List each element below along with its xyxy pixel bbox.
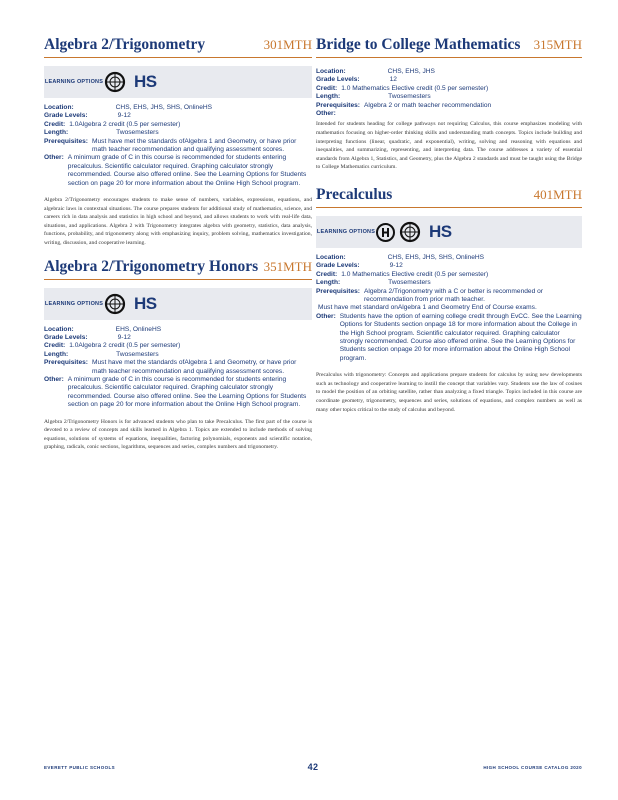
credit-key: Credit: [44, 342, 66, 350]
credit-value: 1.0 Mathematics Elective credit (0.5 per semester) [341, 270, 489, 278]
grade-key: Grade Levels: [44, 112, 88, 120]
course-facts [316, 68, 582, 118]
course-header [44, 258, 312, 280]
course-description: Intended for students heading for college pathways not requiring Calculus, this course emphasizes modeling with mathematics focusing on higher-order thinking skills and understanding math concepts. Topics include building and interpreting functions (linear, quadratic, and exponential), writing, solving and reasoning with equations and inequalities, and summarizing, representing, and interpreting data. The course addresses a variety of essential standards from Algebra 1, Statistics, and Geometry, plus the Algebra 2 standards and must be taught using the Bridge to College Mathematics curriculum. [316, 121, 582, 171]
credit-key: Credit: [44, 120, 66, 128]
grade-key: Grade Levels: [44, 334, 88, 342]
course-bridge-college-math [316, 36, 582, 172]
footer-catalog: HIGH SCHOOL COURSE CATALOG 2020 [483, 765, 582, 770]
course-description: Precalculus with trigonometry: Concepts and applications prepare students for calculus by using new developments such as technology and cooperative learning to instill the concept that variables vary. Students use the law of cosines to model the position of an orbiting satellite, rather than analyzing a fixed triangle. Topics included in this course are coordinate geometry, trigonometry, sequences and series, solutions of equations, and complex numbers as well as many other topics critical to the study of calculus and beyond. [316, 372, 582, 413]
course-title: Algebra 2/Trigonometry Honors [44, 257, 259, 275]
location-key: Location: [44, 104, 74, 111]
location-key: Location: [44, 325, 74, 333]
other-key: Other: [44, 376, 64, 384]
prereq-value: Must have met the standards ofAlgebra 1 and Geometry, or have prior math teacher recommendation and qualifying assessment scores. [91, 137, 297, 154]
learning-options-label: LEARNING OPTIONS [44, 300, 104, 307]
course-description: Algebra 2/Trigonometry Honors is for advanced students who plan to take Precalculus. The first part of the course is devoted to a review of concepts and skills learned in Algebra 1. Topics are extended to include methods of solving equations, solutions of systems of equations, inequalities, factoring polynomials, exponents and scientific notation, graphing, radicals, conic sections, logarithms, sequences and series, complex numbers and trigonometry. [44, 418, 312, 451]
length-value: Twosemesters [116, 350, 159, 358]
online-high-school-icon [104, 71, 130, 93]
location-key: Location: [316, 68, 346, 75]
page-number: 42 [307, 762, 319, 772]
course-title: Precalculus [316, 186, 393, 203]
course-title: Algebra 2/Trigonometry [44, 36, 206, 53]
length-value: Twosemesters [116, 129, 159, 137]
grade-key: Grade Levels: [316, 76, 360, 84]
right-column [316, 36, 582, 424]
course-header [316, 36, 582, 58]
learning-options-label: LEARNING OPTIONS [44, 79, 104, 85]
course-header [316, 186, 582, 208]
learning-options-label: LEARNING OPTIONS [316, 229, 376, 235]
page-footer [44, 762, 582, 774]
location-key: Location: [316, 254, 346, 261]
online-high-school-logo-text: HS [134, 72, 157, 91]
other-value: Students have the option of earning college credit through EvCC. See the Learning Options for Students section onpage 18 for more information about the College in the High School program. Scientific calculator required. Graphing calculator strongly recommended. Course also offered online. See the Learning Options for Students section onpage 20 for more information about the Online High School program. [339, 312, 582, 362]
grade-value: 12 [389, 76, 397, 84]
grade-key: Grade Levels: [316, 262, 360, 270]
course-title: Bridge to College Mathematics [316, 36, 521, 53]
learning-options-box [44, 66, 312, 98]
course-algebra2-trig [44, 36, 312, 248]
course-header [44, 36, 312, 58]
grade-value: 9-12 [117, 112, 131, 120]
prereq-value: Algebra 2 or math teacher recommendation [363, 101, 492, 109]
course-code: 301MTH [263, 37, 312, 52]
length-key: Length: [316, 93, 341, 101]
learning-options-box [316, 216, 582, 248]
other-value: A minimum grade of C in this course is recommended for students entering precalculus. Scientific calculator required. Graphing calculator strongly recommended. Course also offered online. See the Learning Options for Students section on page 20 for more information about the Online High School program. [67, 376, 307, 409]
prereq-key: Prerequisites: [44, 137, 88, 145]
college-in-high-school-icon [376, 223, 395, 242]
course-facts [44, 104, 312, 188]
footer-district: EVERETT PUBLIC SCHOOLS [44, 765, 116, 770]
prereq-key: Prerequisites: [316, 101, 360, 109]
prereq-key: Prerequisites: [44, 359, 88, 367]
online-high-school-icon [399, 221, 425, 243]
course-code: 351MTH [263, 258, 312, 274]
course-precalculus [316, 186, 582, 414]
learning-options-logos [376, 221, 452, 243]
course-code: 401MTH [533, 187, 582, 202]
course-description: Algebra 2/Trigonometry encourages students to make sense of numbers, variables, expressions, equations, and algebraic laws in contextual situations. The course prepares students for additional study of mathematics, science, and careers rich in data analysis and statistics in high school and beyond, and allows students to work with real-life data, situations, and applications. Algebra 2 with Trigonometry integrates algebra with geometry, statistics, data analysis, functions, probability, and trigonometry along with emphasizing inquiry, problem solving, mathematics investigation, writing, discussion, and cooperative learning. [44, 197, 312, 247]
course-algebra2-trig-honors [44, 258, 312, 452]
course-facts [316, 254, 582, 363]
length-value: Twosemesters [388, 93, 431, 101]
location-value: CHS, EHS, JHS, SHS, OnlineHS [387, 254, 485, 261]
prereq-value-continued: Must have met standard onAlgebra 1 and Geometry End of Course exams. [318, 304, 537, 312]
course-facts [44, 326, 312, 410]
grade-value: 9-12 [117, 334, 131, 342]
credit-value: 1.0Algebra 2 credit (0.5 per semester) [69, 342, 181, 350]
location-value: CHS, EHS, JHS, SHS, OnlineHS [115, 104, 213, 111]
online-high-school-logo-text: HS [134, 293, 157, 313]
learning-options-logos [104, 293, 157, 315]
credit-key: Credit: [316, 270, 338, 278]
other-key: Other: [316, 312, 336, 320]
length-key: Length: [316, 279, 341, 287]
credit-value: 1.0Algebra 2 credit (0.5 per semester) [69, 120, 181, 128]
credit-key: Credit: [316, 84, 338, 92]
other-value: A minimum grade of C in this course is recommended for students entering precalculus. Scientific calculator required. Graphing calculator strongly recommended. Course also offered online. See the Learning Options for Students section on page 20 for more information about the Online High School program. [67, 154, 307, 187]
other-key: Other: [316, 110, 336, 118]
location-value: CHS, EHS, JHS [387, 68, 435, 75]
course-code: 315MTH [533, 37, 582, 52]
other-key: Other: [44, 154, 64, 162]
length-key: Length: [44, 129, 69, 137]
location-value: EHS, OnlineHS [115, 325, 162, 333]
prereq-value: Algebra 2/Trigonometry with a C or better is recommended or recommendation from prior math teacher. [363, 287, 543, 304]
length-value: Twosemesters [388, 279, 431, 287]
grade-value: 9-12 [389, 262, 403, 270]
length-key: Length: [44, 350, 69, 358]
prereq-value: Must have met the standards ofAlgebra 1 and Geometry, or have prior math teacher recommendation and qualifying assessment scores. [91, 359, 297, 375]
online-high-school-logo-text: HS [429, 222, 452, 241]
credit-value: 1.0 Mathematics Elective credit (0.5 per semester) [341, 84, 489, 92]
learning-options-logos [104, 71, 157, 93]
learning-options-box [44, 288, 312, 320]
online-high-school-icon [104, 293, 130, 315]
left-column [44, 36, 312, 462]
prereq-key: Prerequisites: [316, 287, 360, 295]
